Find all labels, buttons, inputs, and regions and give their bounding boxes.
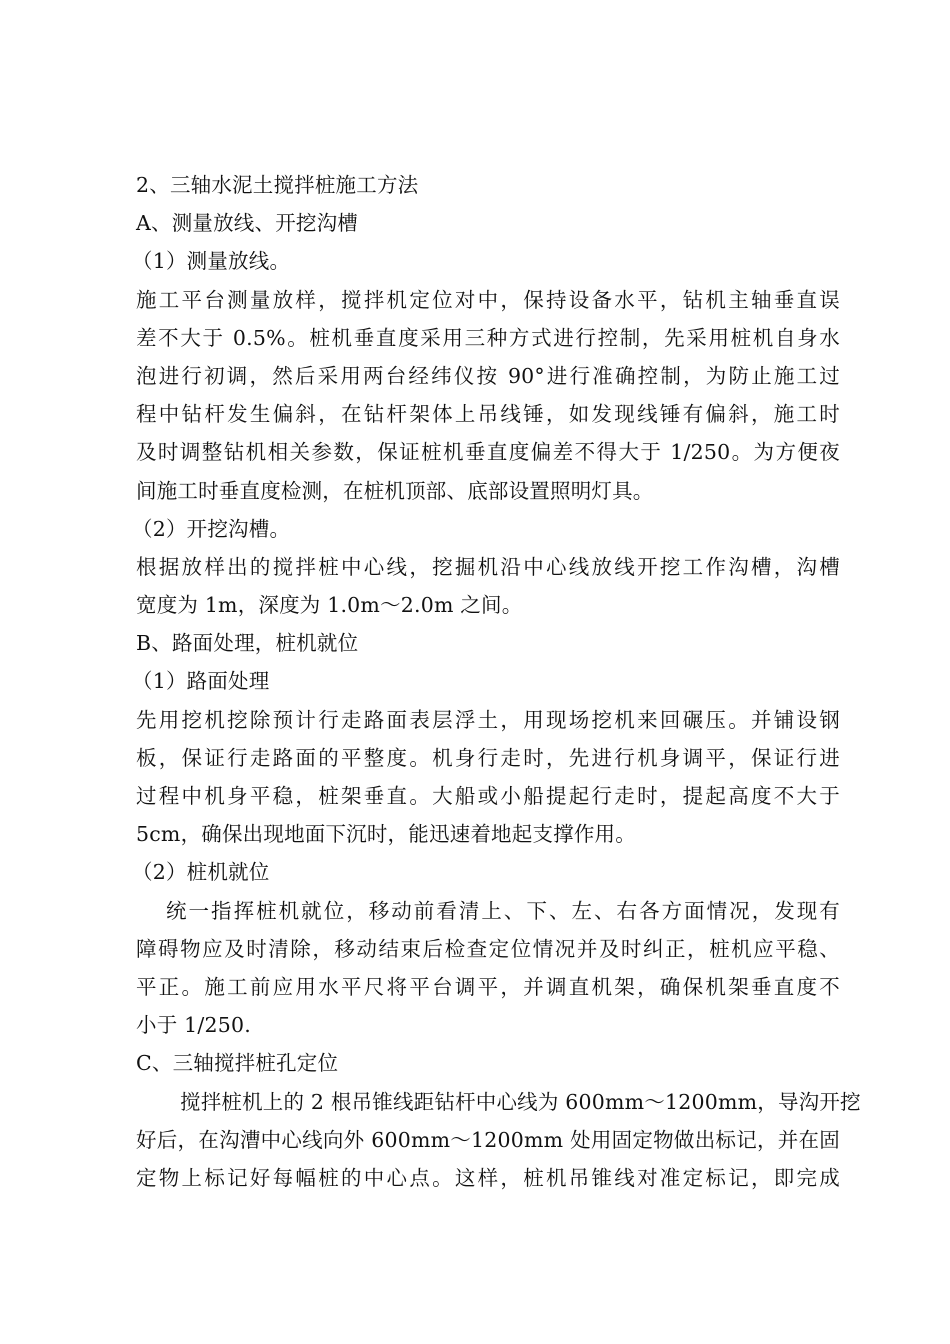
paragraph-line: 搅拌桩机上的 2 根吊锥线距钻杆中心线为 600mm～1200mm，导沟开挖: [180, 1089, 861, 1114]
part-b-heading: B、路面处理，桩机就位: [136, 631, 359, 656]
paragraph-line: 差不大于 0.5%。桩机垂直度采用三种方式进行控制，先采用桩机自身水: [136, 325, 840, 350]
paragraph-line: 统一指挥桩机就位，移动前看清上、下、左、右各方面情况，发现有: [166, 898, 840, 923]
paragraph-line: 宽度为 1m，深度为 1.0m～2.0m 之间。: [136, 593, 523, 618]
paragraph-line: 泡进行初调，然后采用两台经纬仪按 90°进行准确控制，为防止施工过: [136, 363, 840, 388]
paragraph-line: 好后，在沟漕中心线向外 600mm～1200mm 处用固定物做出标记，并在固: [136, 1127, 840, 1152]
part-b-sub1-heading: （1）路面处理: [132, 669, 270, 694]
paragraph-line: 过程中机身平稳，桩架垂直。大船或小船提起行走时，提起高度不大于: [136, 784, 840, 808]
paragraph-line: 定物上标记好每幅桩的中心点。这样，桩机吊锥线对准定标记，即完成: [136, 1165, 840, 1190]
paragraph-line: 施工平台测量放样，搅拌机定位对中，保持设备水平，钻机主轴垂直误: [136, 287, 840, 312]
paragraph-line: 间施工时垂直度检测，在桩机顶部、底部设置照明灯具。: [136, 478, 654, 503]
paragraph-line: 程中钻杆发生偏斜，在钻杆架体上吊线锤，如发现线锤有偏斜，施工时: [136, 402, 840, 427]
part-a-heading: A、测量放线、开挖沟槽: [136, 211, 359, 236]
paragraph-line: 障碍物应及时清除，移动结束后检查定位情况并及时纠正，桩机应平稳、: [136, 936, 840, 961]
paragraph-line: 平正。施工前应用水平尺将平台调平，并调直机架，确保机架垂直度不: [136, 974, 840, 999]
paragraph-line: 及时调整钻机相关参数，保证桩机垂直度偏差不得大于 1/250。为方便夜: [136, 440, 840, 465]
part-c-heading: C、三轴搅拌桩孔定位: [136, 1051, 339, 1076]
part-a-sub1-heading: （1）测量放线。: [132, 249, 291, 274]
paragraph-line: 根据放样出的搅拌桩中心线，挖掘机沿中心线放线开挖工作沟槽，沟槽: [136, 554, 840, 579]
paragraph-line: 先用挖机挖除预计行走路面表层浮土，用现场挖机来回碾压。并铺设钢: [136, 707, 840, 732]
section-heading: 2、三轴水泥土搅拌桩施工方法: [136, 173, 419, 197]
paragraph-line: 板，保证行走路面的平整度。机身行走时，先进行机身调平，保证行进: [136, 745, 840, 770]
paragraph-line: 5cm，确保出现地面下沉时，能迅速着地起支撑作用。: [136, 822, 636, 847]
part-b-sub2-heading: （2）桩机就位: [132, 860, 270, 885]
paragraph-line: 小于 1/250.: [136, 1013, 251, 1038]
document-body: [132, 166, 861, 1197]
part-a-sub2-heading: （2）开挖沟槽。: [132, 516, 291, 541]
